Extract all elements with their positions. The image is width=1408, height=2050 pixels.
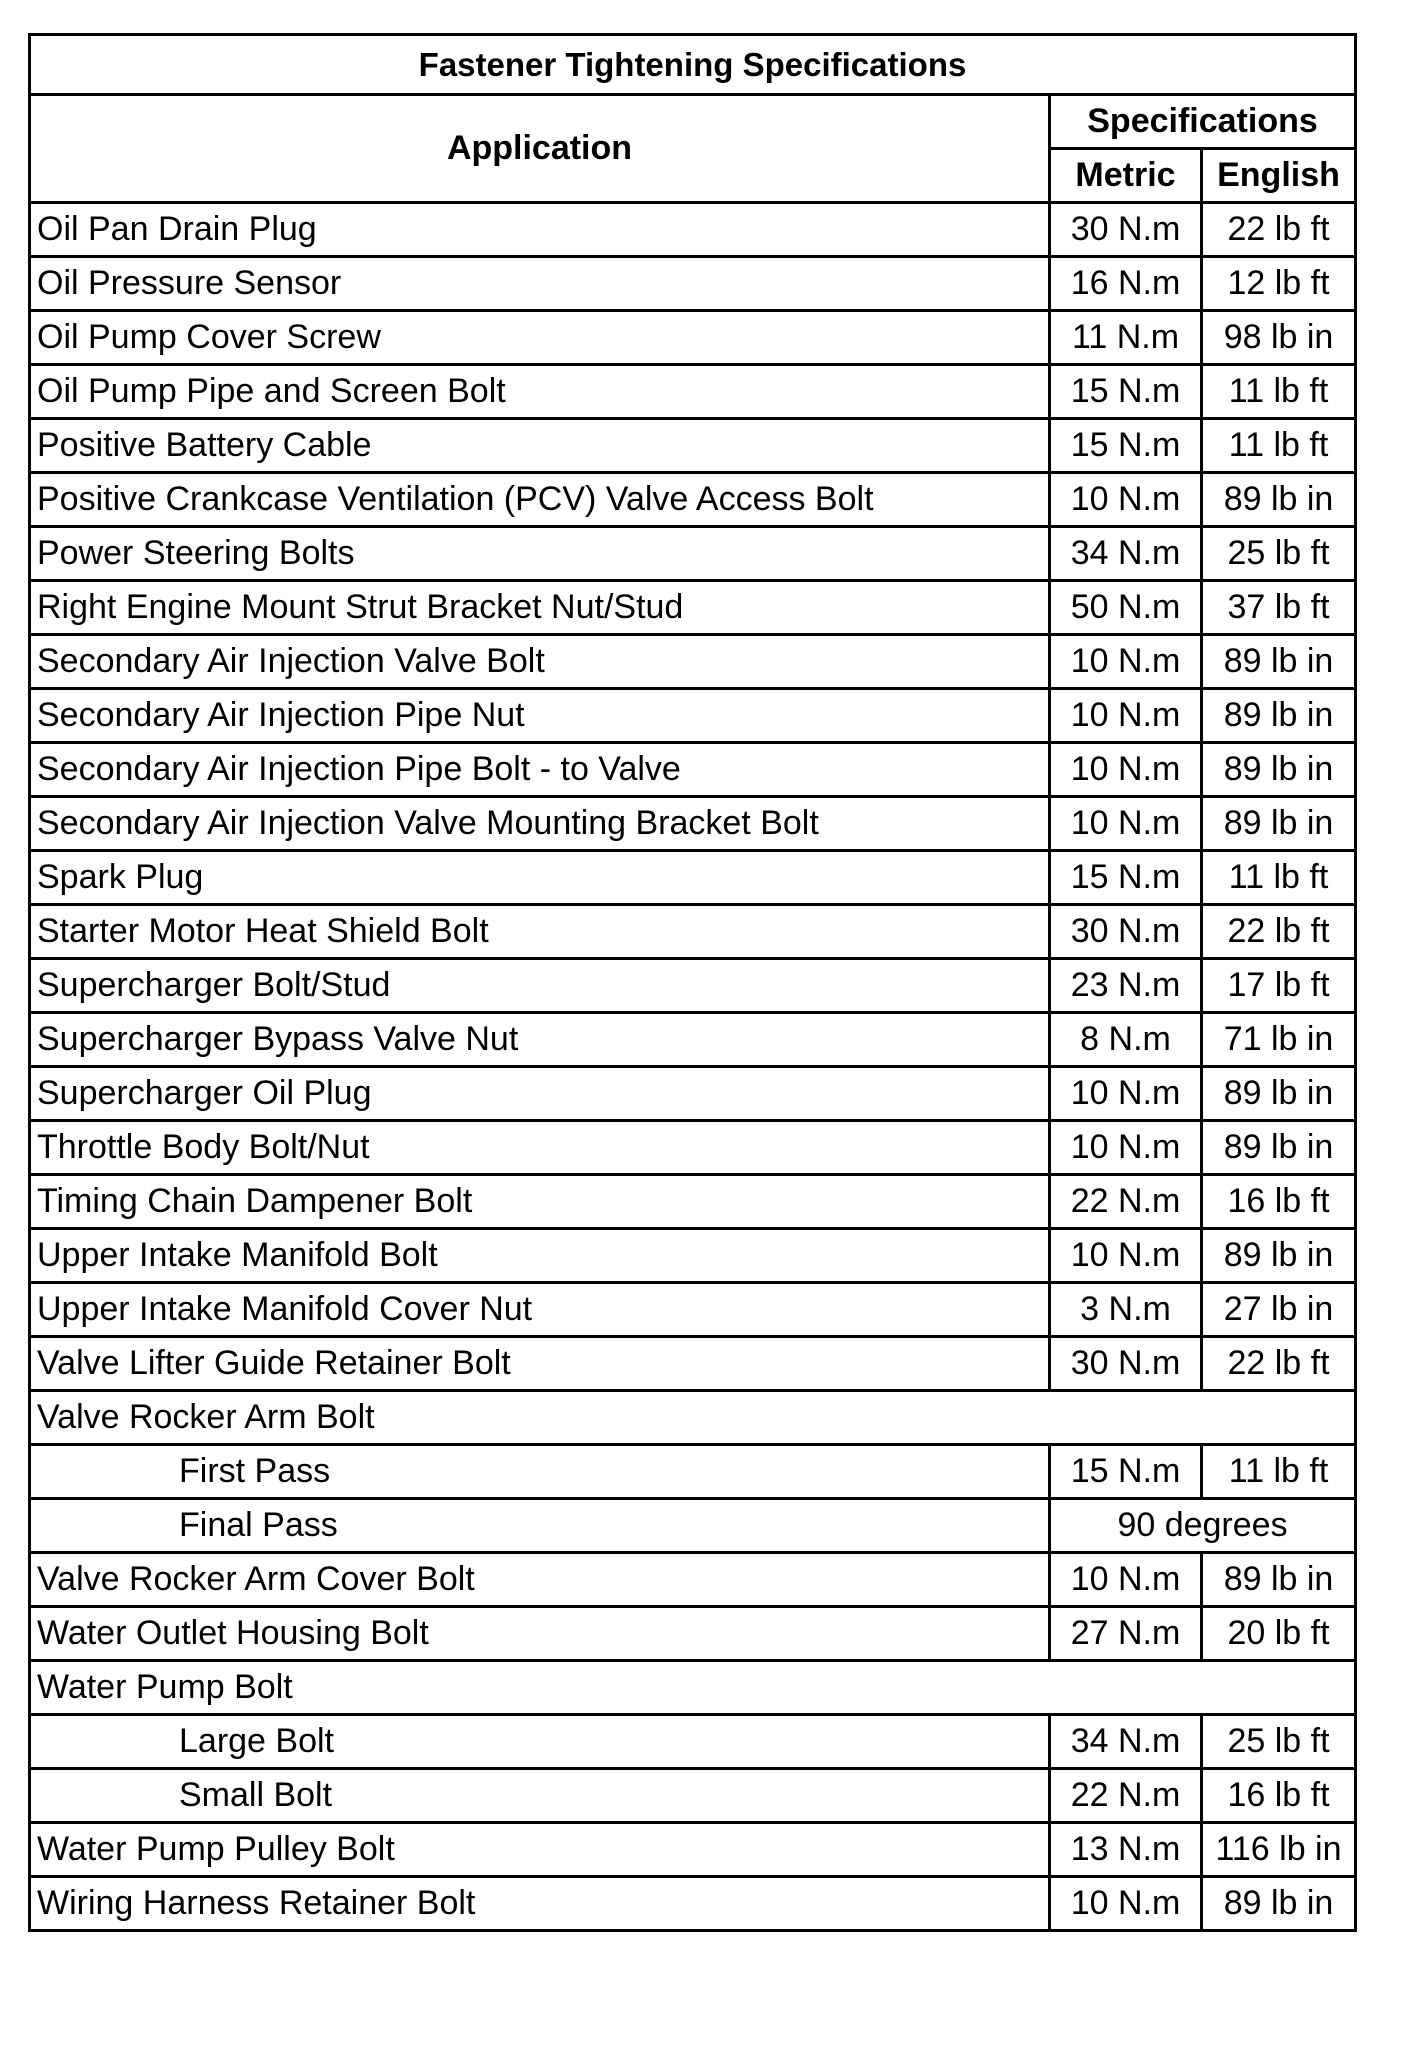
english-cell: 89 lb in <box>1202 1067 1356 1121</box>
english-cell: 20 lb ft <box>1202 1607 1356 1661</box>
table-row <box>30 1229 1356 1283</box>
metric-cell: 30 N.m <box>1050 203 1202 257</box>
application-cell: Supercharger Bypass Valve Nut <box>30 1013 1050 1067</box>
application-cell: Secondary Air Injection Valve Bolt <box>30 635 1050 689</box>
application-cell: Upper Intake Manifold Cover Nut <box>30 1283 1050 1337</box>
english-cell: 116 lb in <box>1202 1823 1356 1877</box>
english-cell: 11 lb ft <box>1202 851 1356 905</box>
table-row <box>30 473 1356 527</box>
table-row <box>30 1121 1356 1175</box>
metric-cell: 34 N.m <box>1050 527 1202 581</box>
metric-cell: 10 N.m <box>1050 1553 1202 1607</box>
table-row <box>30 689 1356 743</box>
english-cell: 12 lb ft <box>1202 257 1356 311</box>
application-cell: First Pass <box>30 1445 1050 1499</box>
application-cell: Supercharger Oil Plug <box>30 1067 1050 1121</box>
english-cell: 89 lb in <box>1202 797 1356 851</box>
table-row <box>30 1715 1356 1769</box>
metric-cell: 10 N.m <box>1050 473 1202 527</box>
application-cell: Oil Pan Drain Plug <box>30 203 1050 257</box>
english-cell: 98 lb in <box>1202 311 1356 365</box>
application-cell: Small Bolt <box>30 1769 1050 1823</box>
english-cell: 89 lb in <box>1202 1877 1356 1931</box>
english-cell: 89 lb in <box>1202 1229 1356 1283</box>
metric-cell: 50 N.m <box>1050 581 1202 635</box>
table-row <box>30 365 1356 419</box>
application-cell: Positive Battery Cable <box>30 419 1050 473</box>
metric-cell: 10 N.m <box>1050 797 1202 851</box>
english-cell: 27 lb in <box>1202 1283 1356 1337</box>
table-row <box>30 257 1356 311</box>
metric-cell: 22 N.m <box>1050 1175 1202 1229</box>
english-cell: 89 lb in <box>1202 473 1356 527</box>
metric-cell: 10 N.m <box>1050 743 1202 797</box>
table-row <box>30 1499 1356 1553</box>
table-row <box>30 1445 1356 1499</box>
application-cell: Final Pass <box>30 1499 1050 1553</box>
table-row <box>30 905 1356 959</box>
english-cell: 22 lb ft <box>1202 905 1356 959</box>
application-cell: Throttle Body Bolt/Nut <box>30 1121 1050 1175</box>
application-cell: Water Pump Pulley Bolt <box>30 1823 1050 1877</box>
metric-cell: 11 N.m <box>1050 311 1202 365</box>
table-row <box>30 1607 1356 1661</box>
english-cell: 22 lb ft <box>1202 1337 1356 1391</box>
application-cell: Valve Rocker Arm Bolt <box>30 1391 1356 1445</box>
application-cell: Spark Plug <box>30 851 1050 905</box>
table-body <box>30 203 1356 1931</box>
english-cell: 16 lb ft <box>1202 1175 1356 1229</box>
metric-cell: 13 N.m <box>1050 1823 1202 1877</box>
application-cell: Starter Motor Heat Shield Bolt <box>30 905 1050 959</box>
table-row <box>30 1175 1356 1229</box>
metric-cell: 27 N.m <box>1050 1607 1202 1661</box>
table-row <box>30 1553 1356 1607</box>
english-cell: 25 lb ft <box>1202 527 1356 581</box>
table-row <box>30 1337 1356 1391</box>
english-cell: 25 lb ft <box>1202 1715 1356 1769</box>
english-cell: 89 lb in <box>1202 635 1356 689</box>
english-header: English <box>1202 149 1356 203</box>
table-row <box>30 1067 1356 1121</box>
application-cell: Oil Pump Cover Screw <box>30 311 1050 365</box>
fastener-spec-table <box>28 33 1357 1932</box>
english-cell: 11 lb ft <box>1202 365 1356 419</box>
application-cell: Positive Crankcase Ventilation (PCV) Valve Access Bolt <box>30 473 1050 527</box>
english-cell: 89 lb in <box>1202 743 1356 797</box>
english-cell: 37 lb ft <box>1202 581 1356 635</box>
table-group-row <box>30 1661 1356 1715</box>
table-row <box>30 1823 1356 1877</box>
english-cell: 89 lb in <box>1202 689 1356 743</box>
table-row <box>30 1013 1356 1067</box>
table-row <box>30 419 1356 473</box>
metric-cell: 22 N.m <box>1050 1769 1202 1823</box>
table-row <box>30 203 1356 257</box>
metric-cell: 15 N.m <box>1050 419 1202 473</box>
application-cell: Secondary Air Injection Pipe Nut <box>30 689 1050 743</box>
metric-cell: 10 N.m <box>1050 1067 1202 1121</box>
table-title: Fastener Tightening Specifications <box>30 35 1356 95</box>
application-cell: Secondary Air Injection Pipe Bolt - to Valve <box>30 743 1050 797</box>
english-cell: 89 lb in <box>1202 1121 1356 1175</box>
english-cell: 11 lb ft <box>1202 1445 1356 1499</box>
english-cell: 11 lb ft <box>1202 419 1356 473</box>
table-row <box>30 311 1356 365</box>
metric-cell: 15 N.m <box>1050 365 1202 419</box>
application-cell: Right Engine Mount Strut Bracket Nut/Stud <box>30 581 1050 635</box>
application-cell: Water Outlet Housing Bolt <box>30 1607 1050 1661</box>
metric-cell: 30 N.m <box>1050 1337 1202 1391</box>
metric-cell: 3 N.m <box>1050 1283 1202 1337</box>
application-cell: Oil Pressure Sensor <box>30 257 1050 311</box>
metric-header: Metric <box>1050 149 1202 203</box>
table-row <box>30 851 1356 905</box>
application-cell: Oil Pump Pipe and Screen Bolt <box>30 365 1050 419</box>
table-row <box>30 581 1356 635</box>
english-cell: 71 lb in <box>1202 1013 1356 1067</box>
english-cell: 16 lb ft <box>1202 1769 1356 1823</box>
metric-cell: 10 N.m <box>1050 1229 1202 1283</box>
metric-cell: 15 N.m <box>1050 851 1202 905</box>
table-row <box>30 1877 1356 1931</box>
specification-cell: 90 degrees <box>1050 1499 1356 1553</box>
metric-cell: 10 N.m <box>1050 689 1202 743</box>
application-cell: Valve Rocker Arm Cover Bolt <box>30 1553 1050 1607</box>
application-cell: Power Steering Bolts <box>30 527 1050 581</box>
metric-cell: 10 N.m <box>1050 1877 1202 1931</box>
english-cell: 89 lb in <box>1202 1553 1356 1607</box>
table-group-row <box>30 1391 1356 1445</box>
table-row <box>30 1769 1356 1823</box>
specifications-header: Specifications <box>1050 95 1356 149</box>
application-cell: Valve Lifter Guide Retainer Bolt <box>30 1337 1050 1391</box>
table-row <box>30 635 1356 689</box>
metric-cell: 8 N.m <box>1050 1013 1202 1067</box>
english-cell: 22 lb ft <box>1202 203 1356 257</box>
application-cell: Timing Chain Dampener Bolt <box>30 1175 1050 1229</box>
english-cell: 17 lb ft <box>1202 959 1356 1013</box>
application-cell: Wiring Harness Retainer Bolt <box>30 1877 1050 1931</box>
application-cell: Large Bolt <box>30 1715 1050 1769</box>
table-row <box>30 797 1356 851</box>
metric-cell: 30 N.m <box>1050 905 1202 959</box>
application-cell: Supercharger Bolt/Stud <box>30 959 1050 1013</box>
metric-cell: 16 N.m <box>1050 257 1202 311</box>
table-row <box>30 1283 1356 1337</box>
metric-cell: 15 N.m <box>1050 1445 1202 1499</box>
metric-cell: 10 N.m <box>1050 1121 1202 1175</box>
table-row <box>30 527 1356 581</box>
application-cell: Upper Intake Manifold Bolt <box>30 1229 1050 1283</box>
metric-cell: 10 N.m <box>1050 635 1202 689</box>
table-row <box>30 959 1356 1013</box>
table-row <box>30 743 1356 797</box>
application-cell: Water Pump Bolt <box>30 1661 1356 1715</box>
application-header: Application <box>30 95 1050 203</box>
metric-cell: 23 N.m <box>1050 959 1202 1013</box>
application-cell: Secondary Air Injection Valve Mounting Bracket Bolt <box>30 797 1050 851</box>
metric-cell: 34 N.m <box>1050 1715 1202 1769</box>
